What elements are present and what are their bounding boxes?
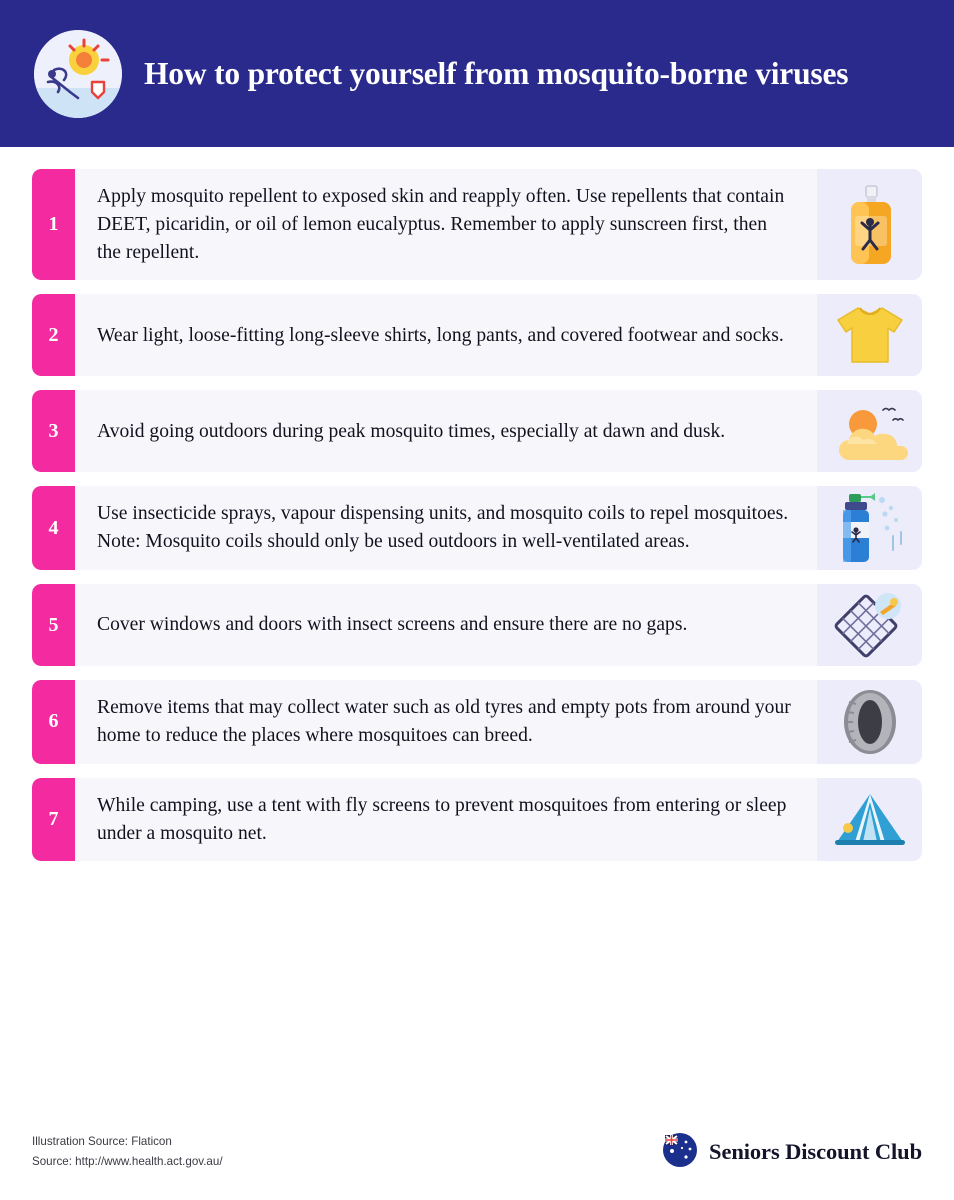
tips-list — [0, 147, 954, 861]
tip-row-4 — [32, 486, 922, 570]
tip-number-badge: 5 — [32, 584, 75, 666]
insect-screen-mesh-icon — [817, 584, 922, 666]
tip-number-badge: 4 — [32, 486, 75, 570]
brand-lockup — [663, 1133, 922, 1172]
page-title: How to protect yourself from mosquito-borne viruses — [144, 55, 849, 91]
tip-number-badge: 7 — [32, 778, 75, 862]
source-text: Source: http://www.health.act.gov.au/ — [32, 1155, 223, 1168]
footer — [0, 1104, 954, 1200]
tip-text: Avoid going outdoors during peak mosquito times, especially at dawn and dusk. — [75, 390, 817, 472]
tip-row-3 — [32, 390, 922, 472]
tip-number-badge: 6 — [32, 680, 75, 764]
tip-row-7 — [32, 778, 922, 862]
tip-text: Wear light, loose-fitting long-sleeve shirts, long pants, and covered footwear and socks. — [75, 294, 817, 376]
tip-text: Remove items that may collect water such as old tyres and empty pots from around your home to reduce the places where mosquitoes can breed. — [75, 680, 817, 764]
tip-text: While camping, use a tent with fly screens to prevent mosquitoes from entering or sleep under a mosquito net. — [75, 778, 817, 862]
mosquito-shield-icon — [34, 30, 122, 118]
repellent-bottle-icon — [817, 169, 922, 280]
insecticide-spray-can-icon — [817, 486, 922, 570]
tip-text: Use insecticide sprays, vapour dispensing units, and mosquito coils to repel mosquitoes. Note: Mosquito coils should only be used outdoors in well-ventilated areas. — [75, 486, 817, 570]
tip-number-badge: 1 — [32, 169, 75, 280]
tip-row-6 — [32, 680, 922, 764]
brand-name: Seniors Discount Club — [709, 1139, 922, 1164]
tip-text: Apply mosquito repellent to exposed skin and reapply often. Use repellents that contain DEET, picaridin, or oil of lemon eucalyptus. Remember to apply sunscreen first, then the repellent. — [75, 169, 817, 280]
sunrise-cloud-icon — [817, 390, 922, 472]
source-block — [32, 1132, 223, 1173]
australia-flag-circle-icon — [663, 1133, 697, 1172]
header — [0, 0, 954, 147]
illustration-source-text: Illustration Source: Flaticon — [32, 1134, 172, 1148]
tip-row-2 — [32, 294, 922, 376]
old-tyre-icon — [817, 680, 922, 764]
camping-tent-icon — [817, 778, 922, 862]
long-sleeve-shirt-icon — [817, 294, 922, 376]
tip-row-1 — [32, 169, 922, 280]
tip-text: Cover windows and doors with insect screens and ensure there are no gaps. — [75, 584, 817, 666]
tip-row-5 — [32, 584, 922, 666]
tip-number-badge: 2 — [32, 294, 75, 376]
tip-number-badge: 3 — [32, 390, 75, 472]
